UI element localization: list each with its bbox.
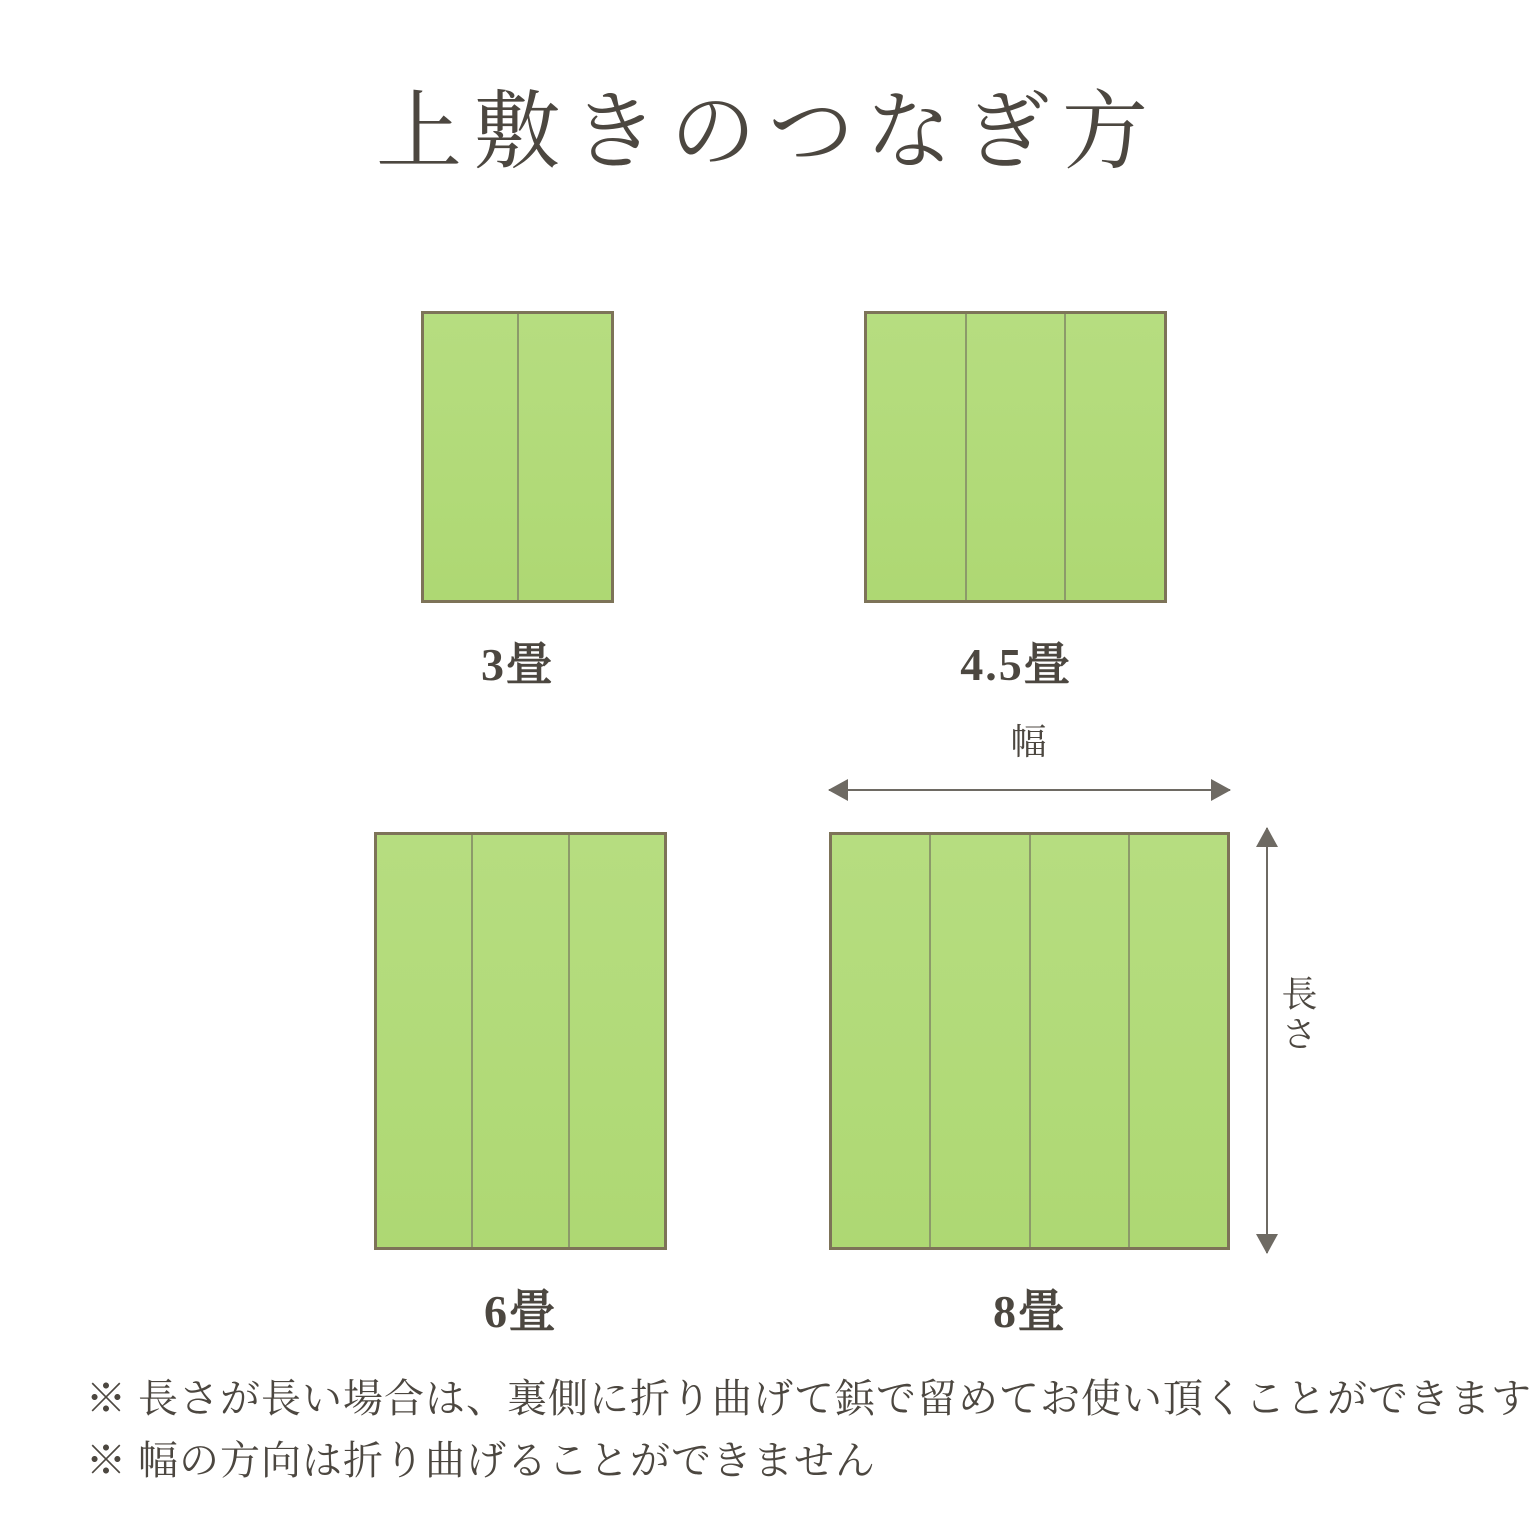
arrow-up-icon: [1256, 827, 1278, 847]
dimension-line: [1266, 828, 1268, 1253]
arrow-left-icon: [828, 779, 848, 801]
mat-diagram-3jo: [421, 311, 614, 603]
mat-panel: [867, 314, 967, 600]
mat-caption-3jo: 3畳: [481, 639, 554, 690]
mat-panel: [570, 835, 664, 1247]
mat-panel: [931, 835, 1030, 1247]
page-title: 上敷きのつなぎ方: [376, 84, 1160, 180]
mat-caption-6jo: 6畳: [484, 1286, 557, 1337]
mat-panel: [377, 835, 473, 1247]
mat-panel: [473, 835, 569, 1247]
mat-panel: [967, 314, 1067, 600]
arrow-right-icon: [1211, 779, 1231, 801]
mat-panel: [1130, 835, 1227, 1247]
arrow-down-icon: [1256, 1234, 1278, 1254]
note-line-2: ※ 幅の方向は折り曲げることができません: [86, 1438, 876, 1483]
mat-diagram-8jo: [829, 832, 1230, 1250]
mat-panel: [1066, 314, 1164, 600]
width-dimension-label: 幅: [1010, 722, 1049, 762]
width-dimension-arrow: [829, 770, 1230, 800]
mat-panel: [519, 314, 612, 600]
mat-diagram-45jo: [864, 311, 1167, 603]
mat-panel: [1031, 835, 1130, 1247]
mat-caption-45jo: 4.5畳: [960, 639, 1072, 690]
mat-caption-8jo: 8畳: [993, 1286, 1066, 1337]
dimension-line: [829, 789, 1230, 791]
notes-section: [86, 1368, 1532, 1492]
note-line-1: ※ 長さが長い場合は、裏側に折り曲げて鋲で留めてお使い頂くことができます: [86, 1376, 1532, 1421]
mat-panel: [424, 314, 519, 600]
mat-diagram-6jo: [374, 832, 667, 1250]
length-dimension-label: 長さ: [1277, 975, 1317, 1055]
mat-panel: [832, 835, 931, 1247]
